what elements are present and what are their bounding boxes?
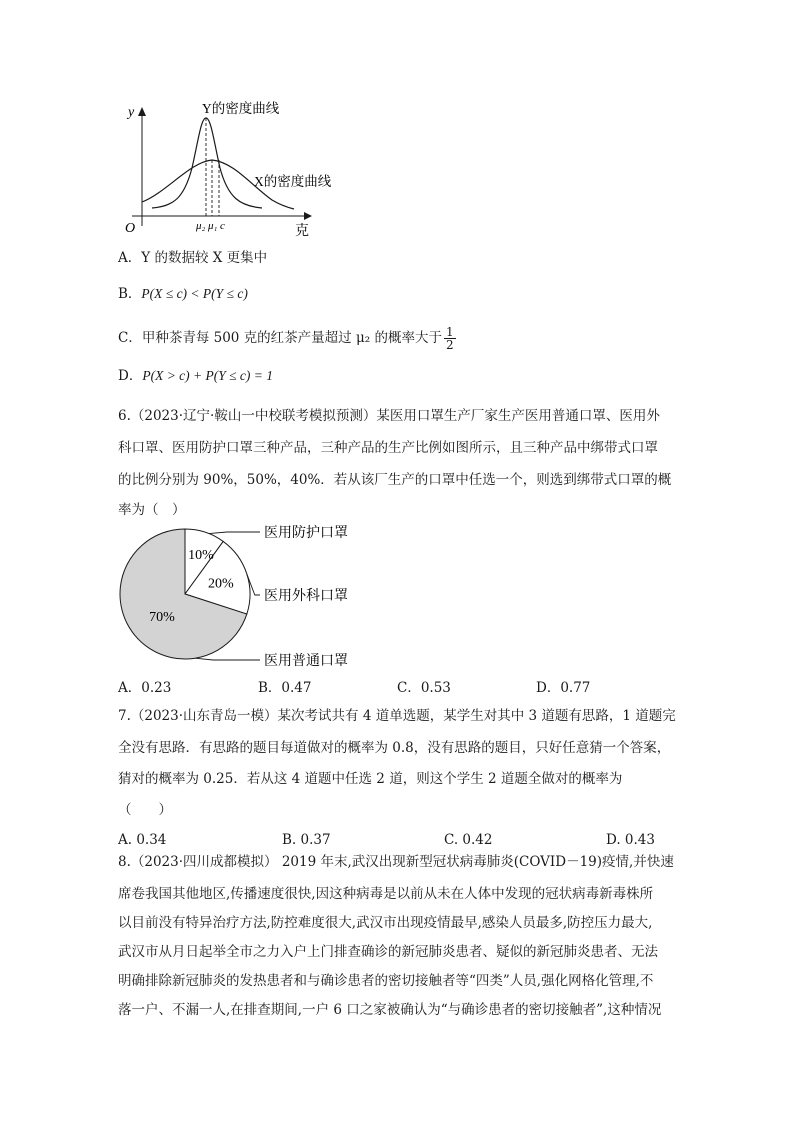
q7-option-d: D. 0.43: [606, 832, 655, 848]
q6-option-b: B．0.47: [258, 680, 312, 696]
pie-percent-label: 70%: [149, 610, 175, 625]
q7-line-3: 猜对的概率为 0.25．若从这 4 道题中任选 2 道，则这个学生 2 道题全做对的概率为: [118, 771, 623, 787]
y-density-curve: [152, 118, 262, 208]
q5-option-a: A．Y 的数据较 X 更集中: [118, 250, 268, 266]
q5-option-b: [118, 284, 248, 304]
q6-option-c: C．0.53: [397, 680, 451, 696]
q8-line-4: 武汉市从月日起举全市之力入户上门排查确诊的新冠肺炎患者、疑似的新冠肺炎患者、无法: [118, 944, 658, 960]
q8-line-5: 明确排除新冠肺炎的发热患者和与确诊患者的密切接触者等“四类”人员,强化网格化管理,不: [118, 973, 654, 989]
x-curve-label: X的密度曲线: [254, 174, 332, 189]
q7-line-1: 7.（2023·山东青岛一模）某次考试共有 4 道单选题，某学生对其中 3 道题有思路，1 道题完: [118, 708, 676, 724]
density-curve-figure: [112, 96, 342, 242]
q6-line-1: 6.（2023·辽宁·鞍山一中校联考模拟预测）某医用口罩生产厂家生产医用普通口罩、医用外: [118, 408, 660, 424]
q7-line-2: 全没有思路．有思路的题目每道做对的概率为 0.8，没有思路的题目，只好任意猜一个答案，: [118, 740, 671, 756]
pie-percent-label: 10%: [188, 548, 214, 563]
pie-category-label: 医用防护口罩: [264, 526, 348, 541]
q6-option-d: D．0.77: [536, 680, 591, 696]
q7-option-c: C. 0.42: [444, 832, 493, 848]
q5-option-d-formula: P(X > c) + P(Y ≤ c) = 1: [142, 368, 274, 383]
q6-line-3: 的比例分别为 90%，50%，40%．若从该厂生产的口罩中任选一个，则选到绑带式口罩的概: [118, 472, 672, 488]
q5-option-b-prefix: B．: [118, 286, 142, 302]
q7-line-4: （ ）: [118, 802, 172, 818]
q7-option-a: A. 0.34: [118, 832, 167, 848]
q6-option-a: A．0.23: [118, 680, 172, 696]
fraction-numerator: 1: [445, 325, 454, 339]
y-curve-label: Y的密度曲线: [202, 101, 280, 116]
x-axis-unit-label: 克: [295, 224, 309, 239]
pie-category-label: 医用外科口罩: [264, 589, 348, 604]
q5-option-c-text: C．甲种茶青每 500 克的红茶产量超过 μ₂ 的概率大于: [118, 330, 442, 346]
pie-leader-line: [209, 532, 260, 534]
y-axis-label: y: [128, 105, 135, 120]
pie-category-label: 医用普通口罩: [264, 654, 348, 669]
mu2-tick-label: μ₂: [196, 220, 206, 232]
q8-line-3: 以目前没有特异治疗方法,防控难度很大,武汉市出现疫情最早,感染人员最多,防控压力最大,: [118, 915, 653, 931]
fraction-denominator: 2: [445, 338, 454, 352]
q8-line-2: 席卷我国其他地区,传播速度很快,因这种病毒是以前从未在人体中发现的冠状病毒新毒株所: [118, 886, 654, 902]
q8-line-6: 落一户、不漏一人,在排查期间,一户 6 口之家被确认为“与确诊患者的密切接触者”,这种情况: [118, 1002, 662, 1018]
q8-line-1: 8.（2023·四川成都模拟） 2019 年末,武汉出现新型冠状病毒肺炎(COVID－19)疫情,并快速: [118, 854, 674, 870]
x-axis-arrow: [304, 212, 312, 220]
pie-percent-label: 20%: [208, 576, 234, 592]
q5-option-d: [118, 366, 273, 386]
q5-option-b-formula: P(X ≤ c) < P(Y ≤ c): [141, 286, 248, 301]
c-tick-label: c: [220, 220, 225, 232]
q6-line-4: 率为（ ）: [118, 502, 186, 518]
mu1-tick-label: μ₁: [208, 220, 218, 232]
y-axis-arrow: [138, 107, 146, 116]
q6-line-2: 科口罩、医用防护口罩三种产品，三种产品的生产比例如图所示，且三种产品中绑带式口罩: [118, 440, 658, 456]
pie-leader-line: [195, 658, 260, 660]
q7-option-b: B. 0.37: [282, 832, 331, 848]
q5-option-d-prefix: D．: [118, 368, 143, 384]
q5-option-c: [118, 324, 458, 352]
q5-option-c-fraction: [444, 326, 456, 351]
pie-chart: [112, 520, 372, 670]
origin-label: O: [125, 221, 136, 236]
